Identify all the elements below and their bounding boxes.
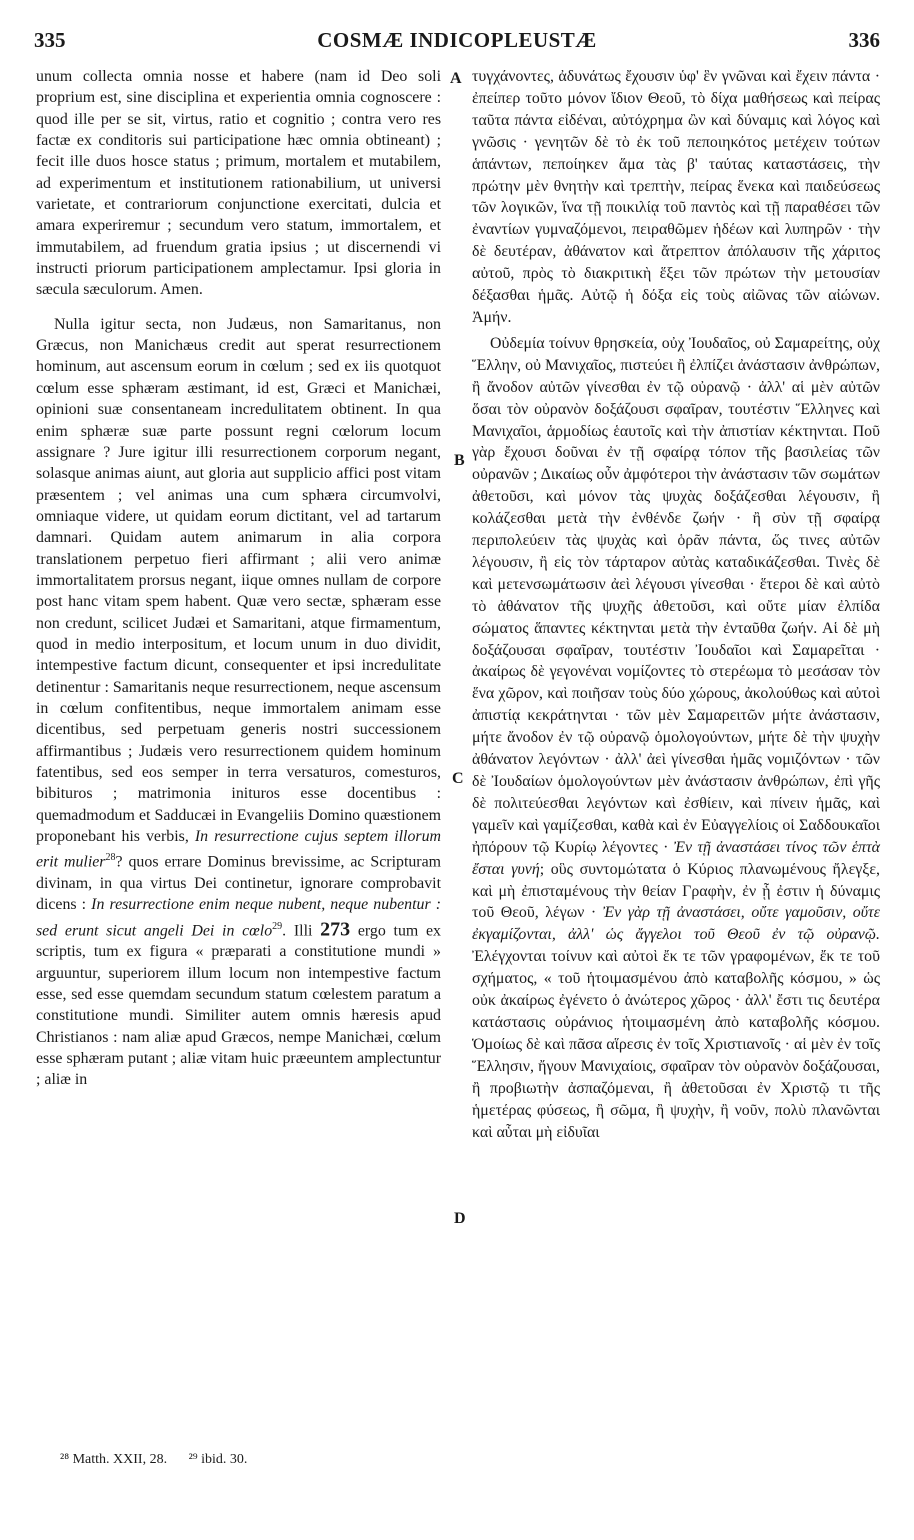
footnote-ref-29: 29 bbox=[272, 920, 283, 932]
footnotes bbox=[60, 1452, 440, 1468]
greek-text: Οὐδεμία τοίνυν θρησκεία, οὐχ Ἰουδαῖος, οὐ Σαμαρείτης, οὐχ Ἕλλην, οὐ Μανιχαῖος, πιστεύει ἢ ἐλπίζει ἀνάστασιν ἀνθρώπων, ἢ ἄνοδον αὐτῶν γίνεσθαι ἐν τῷ οὐρανῷ · ἀλλ' αἱ μὲν αὐτῶν ὅσαι τὸν οὐρανὸν δοξάζουσι σφαῖραν, τουτέστιν Ἕλληνες καὶ Μανιχαῖοι, ἁρμοδίως ἑαυτοῖς καὶ τὴν ἀπιστίαν κέκτηνται. Ποῦ γὰρ ἔχουσι δοῦναι ἐν τῇ σφαίρᾳ τόπον τῆς βασιλείας τῶν οὐρανῶν ; Δικαίως οὖν ἀμφότεροι τὴν ἀνάστασιν τῶν σωμάτων ἀθετοῦσι, καὶ μόνον τὰς ψυχὰς δοξάζεσθαι λέγουσιν, ἢ κολάζεσθαι μετὰ τὴν ἐνθένδε ζωήν · ἢ σὺν τῇ σφαίρᾳ περιπολεύειν τὰς ψυχὰς καὶ ὁρᾶν πάντα, ὥς τινες αὐτῶν λέγουσιν, ἢ εἰς τὸν τάρταρον αὐτὰς καταδικάζεσθαι. Τινὲς δὲ καὶ μετενσωμάτωσιν ἀεὶ λέγουσι γίνεσθαι · ἕτεροι δὲ καὶ αὐτὸ τὸ ἀθάνατον τῆς ψυχῆς ἀθετοῦσι, καὶ οὔτε μίαν ἐλπίδα σώματος ἅπαντες κέκτηνται μετὰ τὴν ἐνταῦθα ζωήν. Αἱ δὲ μὴ δοξάζουσαι σφαῖραν, τουτέστιν Ἰουδαῖοι καὶ Σαμαρεῖται · ἀκαίρως δὲ γεγονέναι νομίζοντες τὸ στερέωμα τὸ μεσάσαν τὸν ἕνα χῶρον, καὶ ποιῆσαν τοὺς δύο χώρους, ἀκολούθως καὶ αὐτοὶ ἀπιστίᾳ κεκράτηνται · τῶν μὲν Σαμαρειτῶν μήτε ἀνάστασιν, μήτε ἄνοδον ἐν τῷ οὐρανῷ ὁμολογούντων, μήτε δὲ τὴν ψυχὴν ἀθάνατον λεγόντων · ἀλλ' ἀεὶ γίνεσθαι ἡμᾶς νομιζόντων · τῶν δὲ Ἰουδαίων ὁμολογούντων μὲν ἀνάστασιν ἀνθρώπων, ἐπὶ γῆς δὲ πολιτεύεσθαι λεγόντων καὶ ἐσθίειν, καὶ πίνειν ἡμᾶς, καὶ γαμεῖν καὶ γαμίζεσθαι, καθὰ καὶ ἐν Εὐαγγελίοις οἱ Σαδδουκαῖοι ἠπόρουν τῷ Κυρίῳ λέγοντες · bbox=[472, 334, 880, 856]
footnote-28: ²⁸ Matth. XXII, 28. bbox=[60, 1452, 168, 1467]
margin-marker-d: D bbox=[454, 1210, 466, 1227]
latin-column bbox=[36, 66, 441, 1091]
footnote-ref-28: 28 bbox=[105, 852, 116, 864]
greek-text: ; οὓς συντομώτατα ὁ Κύριος πλανωμένους ἤλεγξε, καὶ μὴ ἐπισταμένους τὴν θείαν Γραφὴν, ἐν ᾗ ἐστιν ἡ δύναμις τοῦ Θεοῦ, λέγων · bbox=[472, 860, 880, 922]
latin-quote-2: In resurrectione enim neque nubent, neque nubentur : sed erunt sicut angeli Dei in cœlo bbox=[36, 896, 441, 939]
latin-text: ergo tum ex scriptis, tum ex figura « præparati a constitutione mundi » arguuntur, superiorem illum locum non intempestive factum esse, sed esse quemdam secundum statum cœlestem paratum a constitutione mundi. Similiter autem omnis hæresis apud Christianos : nam aliæ apud Græcos, nempe Manichæi, cœlum esse sphæram putant ; aliæ vitam huic præeuntem amplectuntur ; aliæ in bbox=[36, 922, 441, 1089]
page-header bbox=[34, 28, 880, 62]
latin-text: ? quos errare Dominus brevissime, ac Scripturam divinam, in qua virtus Dei continetur, ignorare comprobavit dicens : bbox=[36, 853, 442, 914]
latin-paragraph-1: unum collecta omnia nosse et habere (nam id Deo soli proprium est, sine disciplina et experientia omnia cognoscere : quod ille per se sit, virtus, ratio et cognitio ; contra vero res factæ ex conditoris sui participatione hæc omnia obtineant) ; fecit ille duos hosce status ; primum, mortalem et mutabilem, ad experimentum et institutionem rationabilium, ut universi varietate, et contrariorum conjunctione exercitati, dulcia et amara experiremur ; secundum vero statum, immortalem, et immutabilem, ad fruendum gratia ipsius ; ut discernendi vi instructi priorum participationem amplectamur. Ipsi gloria in sæcula sæculorum. Amen. bbox=[36, 68, 441, 299]
running-title: COSMÆ INDICOPLEUSTÆ bbox=[317, 28, 597, 52]
footnote-29: ²⁹ ibid. 30. bbox=[188, 1452, 248, 1467]
latin-quote-1: In resurrectione cujus septem illorum erit mulier bbox=[36, 828, 441, 871]
greek-paragraph-2 bbox=[472, 333, 880, 1144]
margin-marker-c: C bbox=[452, 770, 464, 787]
greek-quote-1: Ἐν τῇ ἀναστάσει τίνος τῶν ἑπτὰ ἔσται γυνή bbox=[472, 838, 881, 878]
column-number: 273 bbox=[320, 918, 351, 940]
greek-column bbox=[472, 66, 880, 1143]
greek-paragraph-1: τυγχάνοντες, ἀδυνάτως ἔχουσιν ὑφ' ἓν γνῶναι καὶ ἔχειν πάντα · ἐπείπερ τοῦτο μόνον ἴδιον Θεοῦ, τὸ δίχα μαθήσεως καὶ πείρας ταῦτα πάντα εἰδέναι, αὐτόχρημα ὢν καὶ δύναμις καὶ λόγος καὶ γνῶσις · γενητῶν δὲ τὸ ἐκ τοῦ πεποιηκότος μετέχειν τούτων ἁπάντων, πεποίηκεν ἅμα τὰς β' ταύτας καταστάσεις, τὴν πρώτην μὲν θνητὴν καὶ τρεπτὴν, πείρας ἕνεκα καὶ παιδεύσεως τῶν λογικῶν, ἵνα τῇ ποικιλίᾳ τοῦ παντὸς καὶ τῇ παραθέσει τῶν ἐναντίων γυμναζόμενοι, πειραθῶμεν ἡδέων καὶ λυπηρῶν · τὴν δὲ δευτέραν, ἀθάνατον καὶ ἄτρεπτον ἀπόλαυσιν τῆς χάριτος αὐτοῦ, πρὸς τὸ διακριτικὴ ἕξει τῶν πρώτων τὴν μετουσίαν δέξασθαι ἡμᾶς. Αὐτῷ ἡ δόξα εἰς τοὺς αἰῶνας τῶν αἰώνων. Ἀμήν. bbox=[472, 68, 880, 326]
latin-text: . Illi bbox=[282, 922, 313, 939]
page-number-right: 336 bbox=[848, 28, 880, 52]
greek-quote-2: Ἐν γὰρ τῇ ἀναστάσει, οὔτε γαμοῦσιν, οὔτε ἐκγαμίζονται, ἀλλ' ὡς ἄγγελοι τοῦ Θεοῦ ἐν τῷ οὐρανῷ. bbox=[472, 904, 880, 944]
margin-marker-a: A bbox=[450, 70, 462, 87]
latin-paragraph-2 bbox=[36, 314, 441, 1091]
greek-text: Ἐλέγχονται τοίνυν καὶ αὐτοὶ ἔκ τε τῶν γραφομένων, ἔκ τε τοῦ σχήματος, « τοῦ ἡτοιμασμένου ἀπὸ καταβολῆς κόσμου, » ὡς οὐκ ἀκαίρως ἐγένετο ὁ ἀνώτερος χῶρος · ἀλλ' ἔστι τις δευτέρα κατάστασις οὐράνιος ἡτοιμασμένη ἀπὸ καταβολῆς κόσμου. Ὁμοίως δὲ καὶ πᾶσα αἵρεσις ἐν τοῖς Χριστιανοῖς · αἱ μὲν ἐν τοῖς Ἕλλησιν, ἤγουν Μανιχαίοις, σφαῖραν τὸν οὐρανὸν δοξάζουσαι, ἢ προβιωτὴν ἀσπαζόμεναι, ἢ ἀθετοῦσαι ἐν Χριστῷ τι τῆς ἡμετέρας φύσεως, ἢ σῶμα, ἢ ψυχὴν, ἢ νοῦν, πολὺ πλανῶνται καὶ αὗται μὴ εἰδυῖαι bbox=[472, 948, 880, 1141]
margin-marker-b: B bbox=[454, 452, 465, 469]
latin-text: Nulla igitur secta, non Judæus, non Samaritanus, non Græcus, non Manichæus credit aut sperat resurrectionem hominum, aut ascensum eorum in cœlum ; sed ex iis quotquot cœlum esse sphæram æstimant, id est, Græci et Manichæi, opinioni suæ consentaneam incredulitatem obtinent. In qua enim sphæræ suæ parte possunt regni cœlorum locum assignare ? Jure igitur illi resurrectionem corporum negant, solasque animas aiunt, aut gloria aut supplicio affici post vitam præsentem ; vel animas una cum sphæra circumvolvi, omniaque videre, ut quidam eorum dictitant, vel ad tartarum damnari. Quidam autem animarum in alia corpora translationem perpetuo fieri affirmant ; alii vero animæ immortalitatem prorsus negant, iique omnes nullam de corpore post hanc vitam spem habent. Quæ vero sectæ, sphæram esse non credunt, scilicet Judæi et Samaritani, atque firmamentum, quod in medio interpositum, et locum unum in duo dividit, intempestive factum dicunt, consequenter et ipsi incredulitate detinentur : Samaritanis neque resurrectionem, neque ascensum in cœlum confitentibus, neque immortalem animam esse dicentibus, sed perpetuam generis nostri successionem affirmantibus ; Judæis vero resurrectionem quidem hominum fatentibus, sed eos semper in terra versaturos, comesturos, bibituros ; matrimonia inituros esse docentibus : quemadmodum et Sadducæi in Evangeliis Domino quæstionem proponebant his verbis, bbox=[36, 315, 441, 846]
page-number-left: 335 bbox=[34, 28, 66, 52]
